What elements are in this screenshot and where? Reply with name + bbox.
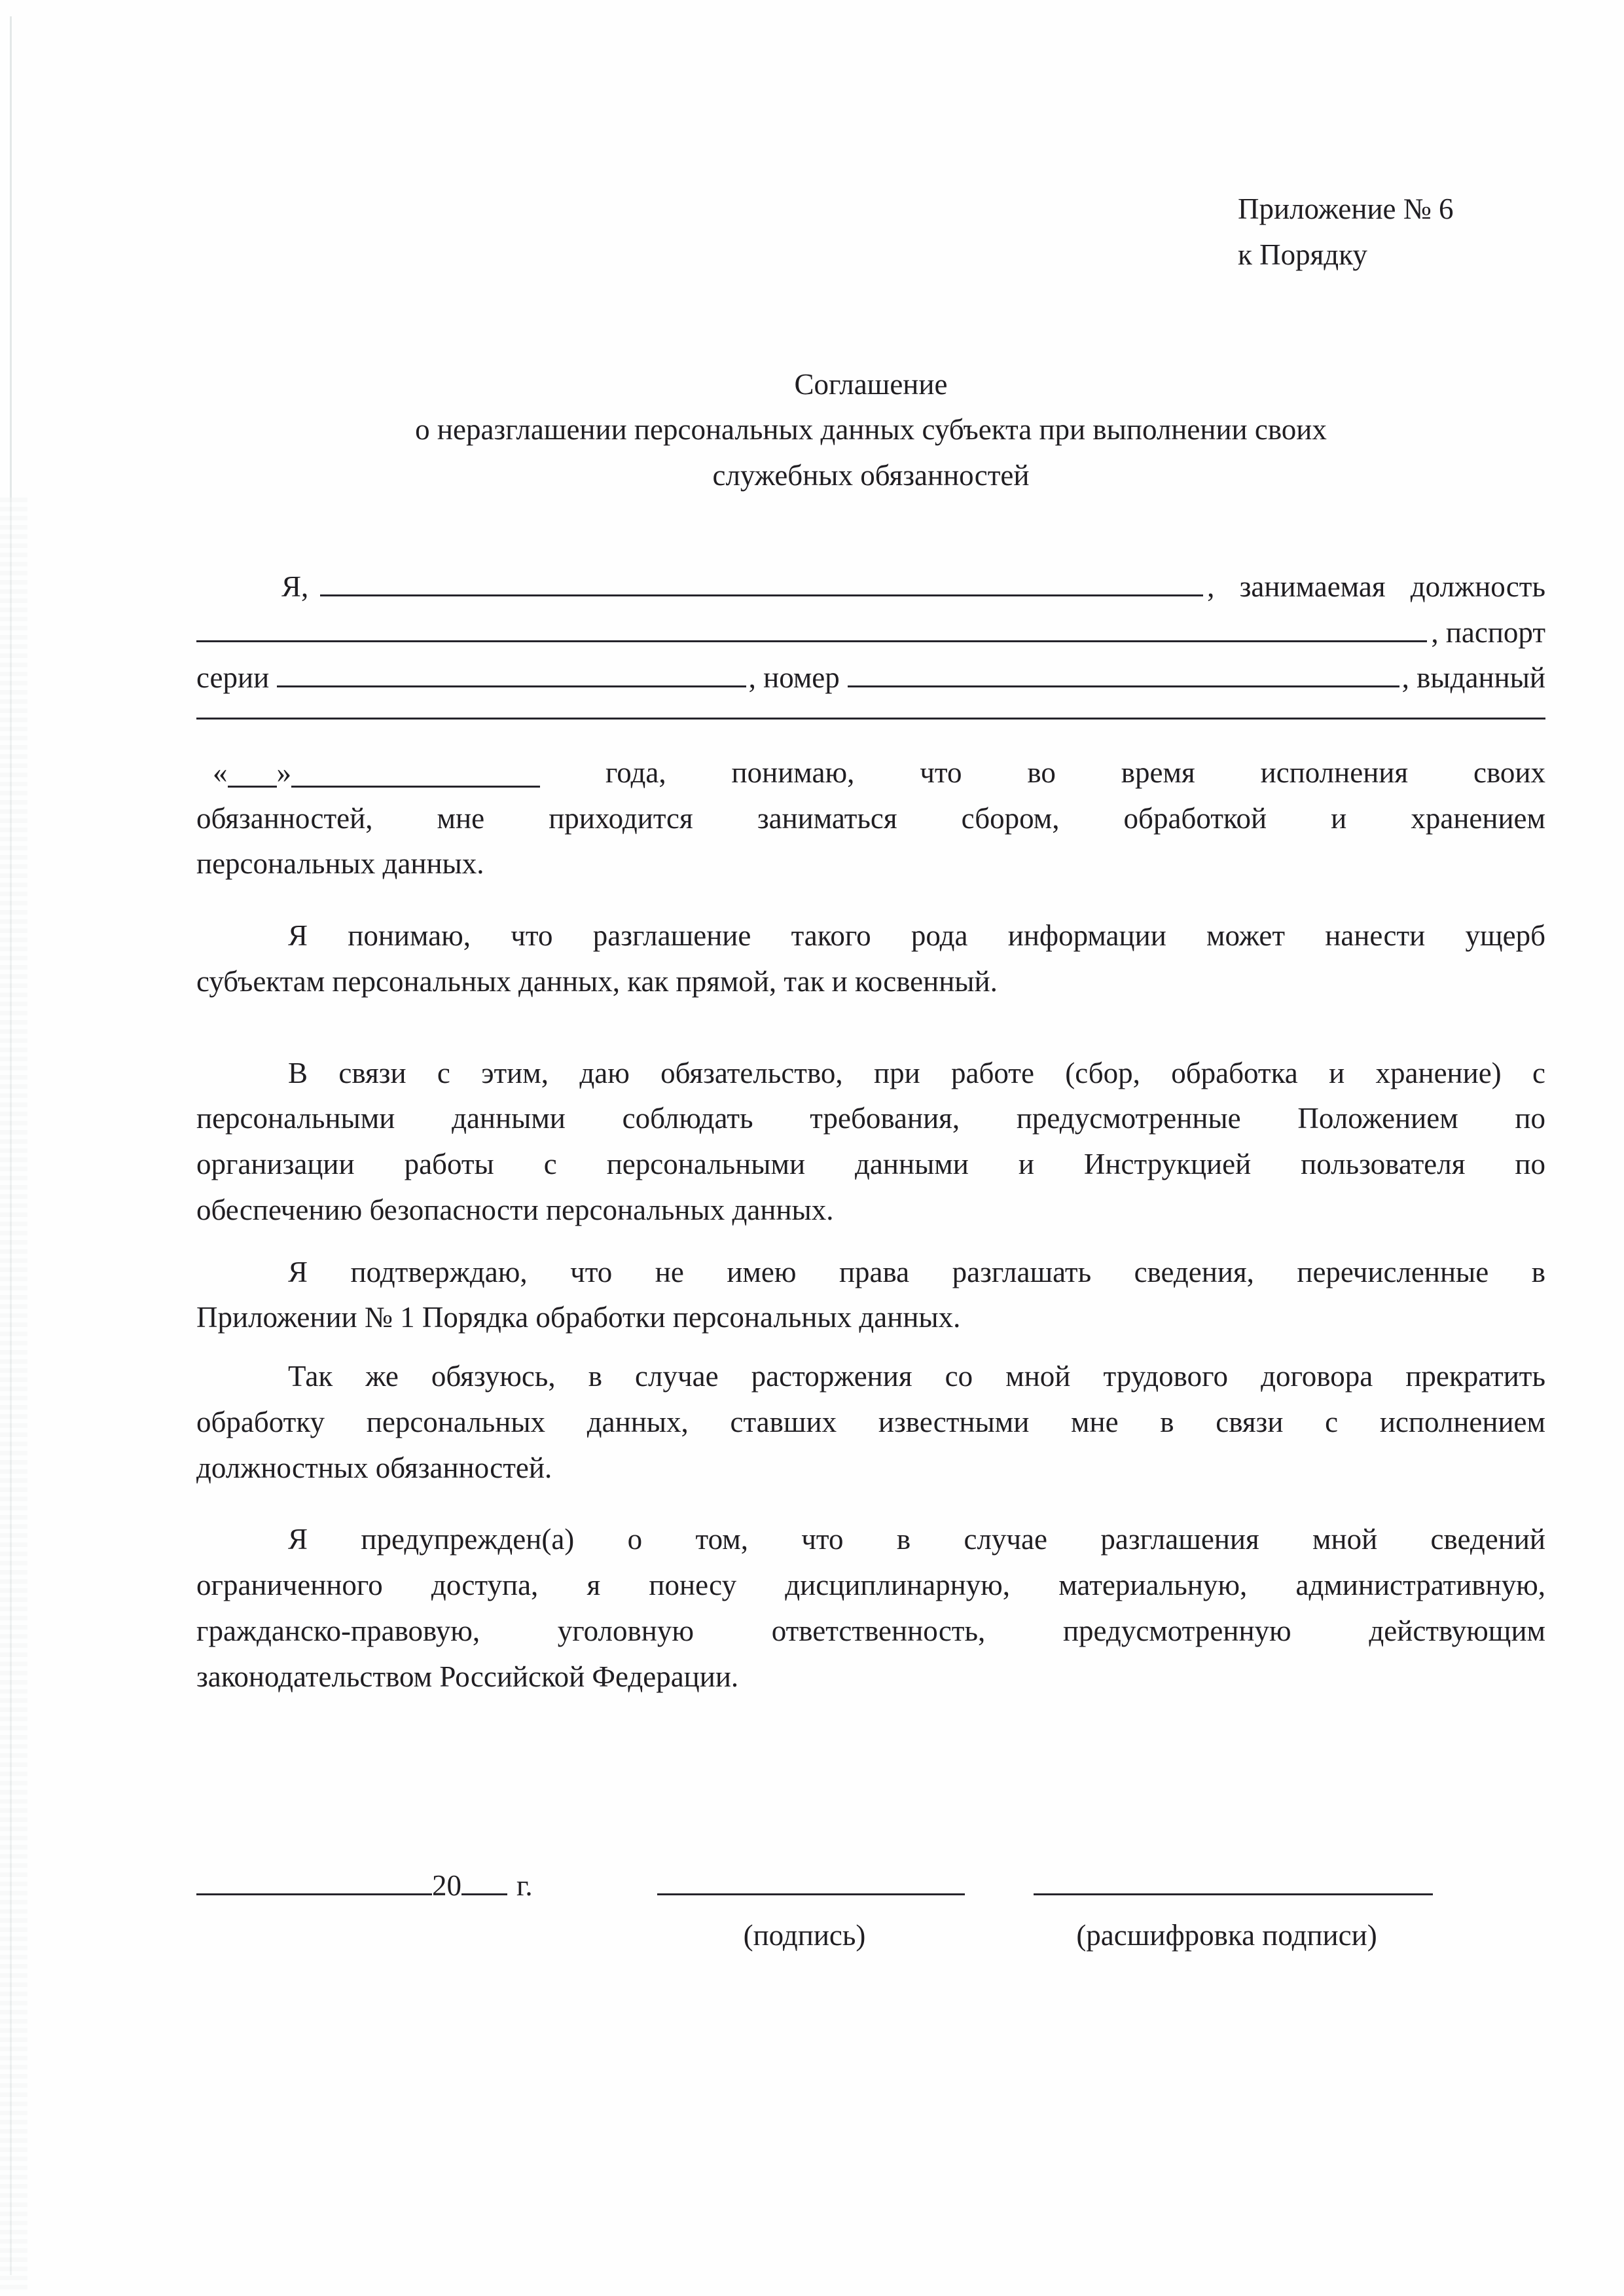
day-blank [228,769,277,788]
signature-name-blank [1034,1878,1433,1896]
text-line: Так же обязуюсь, в случае расторжения со мной трудового договора прекратить [288,1360,1545,1393]
appendix-note [1238,187,1545,278]
position-blank [196,624,1427,642]
text-line: Я понимаю, что разглашение такого рода информации может нанести ущерб [288,919,1545,952]
text-line: законодательством Российской Федерации. [196,1660,739,1693]
position-label: , занимаемая должность [1207,570,1545,603]
paragraph-obligation [196,1051,1545,1233]
intro-line-1 [196,564,1545,610]
signature-captions [196,1913,1545,1959]
year-blank [461,1878,507,1896]
text-line: Приложении № 1 Порядка обработки персональных данных. [196,1301,961,1334]
text-line: обеспечению безопасности персональных данных. [196,1193,834,1226]
year-prefix: 20 [432,1869,461,1903]
name-caption: (расшифровка подписи) [1076,1919,1377,1952]
document-page [196,187,1545,1959]
text-line: гражданско-правовую, уголовную ответственность, предусмотренную действующим [196,1614,1545,1647]
text-line: обработку персональных данных, ставших известными мне в связи с исполнением [196,1405,1545,1438]
text-line: обязанностей, мне приходится заниматься сбором, обработкой и хранением [196,801,1545,835]
signature-caption: (подпись) [743,1919,866,1952]
text-line: В связи с этим, даю обязательство, при работе (сбор, обработка и хранение) с [288,1056,1545,1089]
paragraph-intro [196,564,1545,714]
passport-label: , паспорт [1431,615,1545,649]
title-main: Соглашение [794,367,948,401]
year-suffix: г. [516,1869,533,1903]
paragraph-warning [196,1517,1545,1700]
date-line [196,750,1545,796]
paragraph-date [196,750,1545,887]
paragraph-termination [196,1354,1545,1491]
text-line: организации работы с персональными данными и Инструкцией пользователя по [196,1148,1545,1180]
title-sub1: о неразглашении персональных данных субъекта при выполнении своих [415,413,1327,446]
title-sub2: служебных обязанностей [712,459,1030,492]
text-line: персональными данными соблюдать требования, предусмотренные Положением по [196,1102,1545,1135]
i-label: Я, [281,570,309,603]
month-blank [291,769,540,788]
series-label: серии [196,661,270,695]
issued-label: , выданный [1401,661,1545,695]
issued-by-blank [196,701,1545,720]
series-blank [277,670,746,688]
date-line-rest: года, понимаю, что во время исполнения своих [605,756,1545,789]
text-line: ограниченного доступа, я понесу дисциплинарную, материальную, административную, [196,1569,1545,1601]
signature-row [196,1863,1545,1909]
intro-line-4 [196,701,1545,714]
appendix-to-order: к Порядку [1238,238,1367,271]
document-title [196,362,1545,499]
text-line: Я подтверждаю, что не имею права разглашать сведения, перечисленные в [288,1255,1545,1288]
number-blank [848,670,1399,688]
signature-blank [657,1878,965,1896]
text-line: Я предупрежден(а) о том, что в случае разглашения мной сведений [288,1523,1545,1556]
open-quote: « [213,756,228,789]
name-blank [320,578,1203,596]
intro-line-2 [196,610,1545,656]
close-quote: » [276,756,291,789]
paragraph-harm [196,913,1545,1005]
text-line: должностных обязанностей. [196,1451,552,1484]
number-label: , номер [748,661,840,695]
intro-line-3 [196,655,1545,701]
scan-strip-artifact [0,498,27,2291]
spacer [196,1913,651,1959]
spacer [958,1913,1027,1959]
paragraph-confirm [196,1250,1545,1341]
date-blank [196,1878,432,1896]
signature-block [196,1863,1545,1959]
text-line: персональных данных. [196,847,484,881]
appendix-number: Приложение № 6 [1238,192,1454,225]
text-line: субъектам персональных данных, как прямой, так и косвенный. [196,964,998,998]
